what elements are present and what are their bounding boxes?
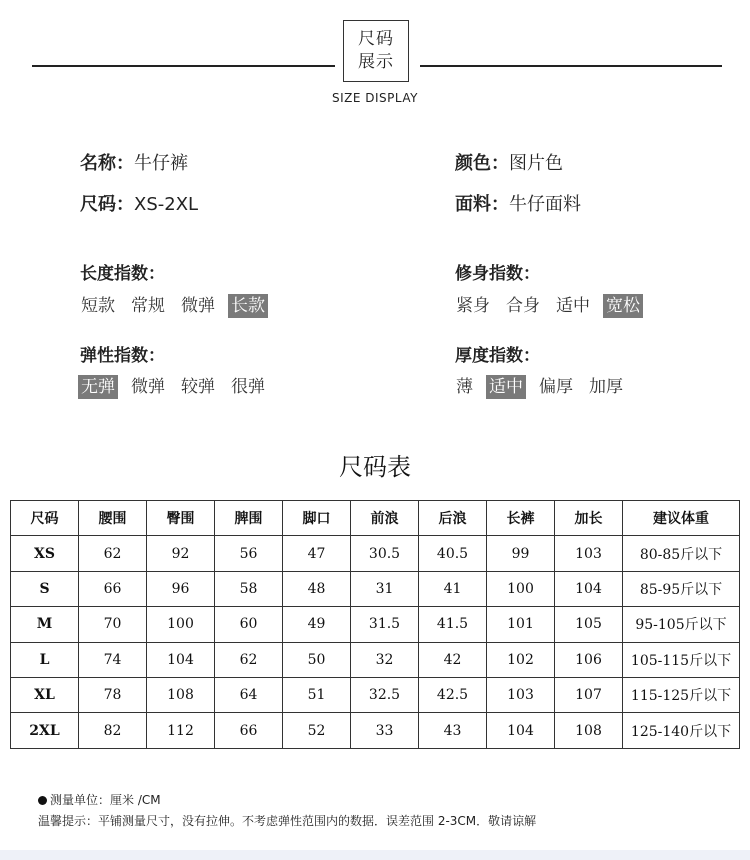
table-cell: 50 (283, 642, 351, 677)
length-index-options (78, 294, 278, 318)
table-row (11, 713, 740, 748)
table-cell: 106 (555, 642, 623, 677)
size-table-body (11, 536, 740, 748)
table-cell: 40.5 (419, 536, 487, 571)
thickness-index-label: 厚度指数： (455, 346, 540, 366)
fit-option: 紧身 (456, 296, 490, 316)
thickness-option: 适中 (486, 375, 526, 399)
bullet-dot-icon (38, 796, 47, 805)
table-cell: 30.5 (351, 536, 419, 571)
column-header: 长裤 (487, 501, 555, 536)
section-title-line2: 展示 (358, 52, 394, 72)
table-cell: 48 (283, 571, 351, 606)
product-name-label: 名称： (80, 153, 134, 174)
table-cell: 103 (555, 536, 623, 571)
table-cell: 95-105斤以下 (623, 607, 740, 642)
table-cell: 42.5 (419, 677, 487, 712)
size-table-title: 尺码表 (339, 453, 411, 481)
table-cell: 43 (419, 713, 487, 748)
table-cell: XL (11, 677, 79, 712)
thickness-option: 薄 (456, 377, 473, 397)
section-title-line1: 尺码 (358, 29, 394, 49)
table-cell: 32.5 (351, 677, 419, 712)
table-cell: 41 (419, 571, 487, 606)
table-cell: 104 (555, 571, 623, 606)
elastic-index-options (78, 375, 278, 399)
bottom-strip (0, 850, 750, 860)
size-table (10, 500, 740, 749)
length-option: 短款 (81, 296, 115, 316)
table-cell: 104 (487, 713, 555, 748)
table-cell: 112 (147, 713, 215, 748)
table-cell: 82 (79, 713, 147, 748)
table-cell: 99 (487, 536, 555, 571)
table-cell: S (11, 571, 79, 606)
elastic-option: 无弹 (78, 375, 118, 399)
table-row (11, 607, 740, 642)
table-cell: 108 (147, 677, 215, 712)
table-cell: XS (11, 536, 79, 571)
table-cell: 31 (351, 571, 419, 606)
header-divider-right (420, 65, 722, 67)
measurement-unit-text: 测量单位：厘米 /CM (50, 793, 161, 807)
product-fabric-value: 牛仔面料 (509, 194, 581, 215)
table-cell: 108 (555, 713, 623, 748)
product-name-value: 牛仔裤 (134, 153, 188, 174)
measurement-unit-note (38, 791, 161, 808)
table-cell: 52 (283, 713, 351, 748)
table-cell: 101 (487, 607, 555, 642)
size-table-header-row (11, 501, 740, 536)
product-color (455, 149, 563, 175)
length-option: 常规 (131, 296, 165, 316)
elastic-index-label: 弹性指数： (80, 346, 165, 366)
table-cell: 66 (215, 713, 283, 748)
section-title-box (343, 20, 409, 82)
thickness-index-options (453, 375, 636, 399)
table-cell: 104 (147, 642, 215, 677)
product-fabric (455, 190, 581, 216)
table-cell: 41.5 (419, 607, 487, 642)
table-cell: 125-140斤以下 (623, 713, 740, 748)
table-cell: 47 (283, 536, 351, 571)
table-cell: 80-85斤以下 (623, 536, 740, 571)
fit-option: 合身 (506, 296, 540, 316)
fit-option: 适中 (556, 296, 590, 316)
table-cell: 62 (215, 642, 283, 677)
table-cell: 107 (555, 677, 623, 712)
table-cell: 56 (215, 536, 283, 571)
table-cell: 105 (555, 607, 623, 642)
column-header: 前浪 (351, 501, 419, 536)
column-header: 臀围 (147, 501, 215, 536)
table-cell: 49 (283, 607, 351, 642)
table-cell: 100 (147, 607, 215, 642)
table-cell: 102 (487, 642, 555, 677)
thickness-option: 加厚 (589, 377, 623, 397)
header-divider-left (32, 65, 335, 67)
product-size-value: XS-2XL (134, 194, 199, 215)
column-header: 脾围 (215, 501, 283, 536)
column-header: 建议体重 (623, 501, 740, 536)
column-header: 后浪 (419, 501, 487, 536)
table-cell: 62 (79, 536, 147, 571)
table-cell: 85-95斤以下 (623, 571, 740, 606)
table-cell: 66 (79, 571, 147, 606)
table-cell: 60 (215, 607, 283, 642)
length-option: 微弹 (181, 296, 215, 316)
table-cell: 64 (215, 677, 283, 712)
length-option: 长款 (228, 294, 268, 318)
thickness-option: 偏厚 (539, 377, 573, 397)
fit-index-label: 修身指数： (455, 264, 540, 284)
measurement-tip: 温馨提示：平铺测量尺寸，没有拉伸。不考虑弹性范围内的数据．误差范围 2-3CM．敬请谅解 (38, 814, 537, 828)
column-header: 腰围 (79, 501, 147, 536)
table-row (11, 677, 740, 712)
product-name (80, 149, 188, 175)
table-cell: 33 (351, 713, 419, 748)
table-cell: 42 (419, 642, 487, 677)
column-header: 尺码 (11, 501, 79, 536)
table-cell: 51 (283, 677, 351, 712)
table-cell: 105-115斤以下 (623, 642, 740, 677)
table-cell: 103 (487, 677, 555, 712)
product-size (80, 190, 198, 216)
table-cell: 31.5 (351, 607, 419, 642)
product-fabric-label: 面料： (455, 194, 509, 215)
table-cell: M (11, 607, 79, 642)
table-cell: L (11, 642, 79, 677)
column-header: 加长 (555, 501, 623, 536)
table-cell: 100 (487, 571, 555, 606)
table-cell: 115-125斤以下 (623, 677, 740, 712)
product-size-label: 尺码： (80, 194, 134, 215)
table-cell: 32 (351, 642, 419, 677)
table-row (11, 571, 740, 606)
elastic-option: 较弹 (181, 377, 215, 397)
table-cell: 92 (147, 536, 215, 571)
elastic-option: 微弹 (131, 377, 165, 397)
table-cell: 96 (147, 571, 215, 606)
table-row (11, 536, 740, 571)
table-cell: 70 (79, 607, 147, 642)
table-cell: 78 (79, 677, 147, 712)
table-cell: 74 (79, 642, 147, 677)
table-cell: 58 (215, 571, 283, 606)
elastic-option: 很弹 (231, 377, 265, 397)
table-cell: 2XL (11, 713, 79, 748)
size-table-head (11, 501, 740, 536)
section-subtitle: SIZE DISPLAY (332, 91, 418, 105)
fit-index-options (453, 294, 653, 318)
product-color-label: 颜色： (455, 153, 509, 174)
product-color-value: 图片色 (509, 153, 563, 174)
column-header: 脚口 (283, 501, 351, 536)
fit-option: 宽松 (603, 294, 643, 318)
length-index-label: 长度指数： (80, 264, 165, 284)
table-row (11, 642, 740, 677)
